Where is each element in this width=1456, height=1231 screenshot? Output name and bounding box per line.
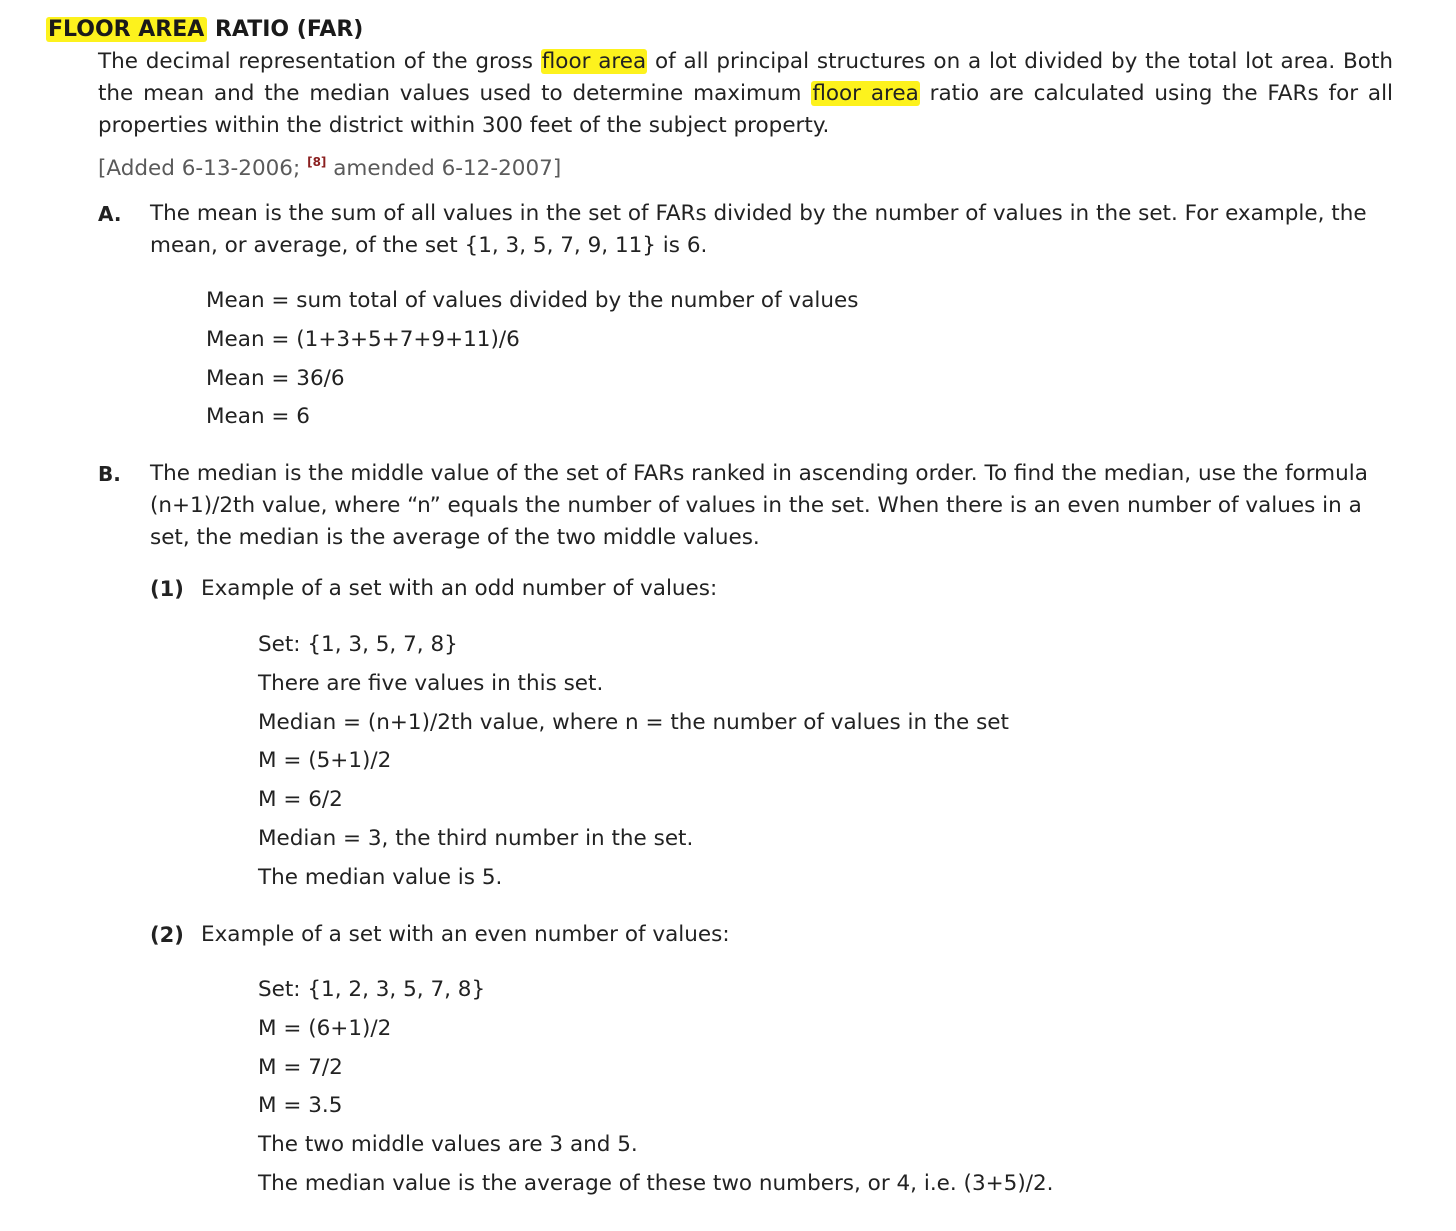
title-rest: RATIO (FAR) [207, 17, 364, 42]
formula-line: The median value is 5. [258, 864, 503, 890]
formula-line: The two middle values are 3 and 5. [258, 1132, 638, 1158]
formula-line: Set: {1, 2, 3, 5, 7, 8} [258, 977, 486, 1002]
formula-line: There are five values in this set. [258, 670, 604, 696]
definition-text: ratio are calculated using the FARs for all properties within the district within 300 feet of the subject property. [98, 81, 1394, 138]
formula-line: M = (6+1)/2 [258, 1015, 392, 1041]
item-label-b: B. [98, 462, 121, 486]
footnote-reference-link[interactable]: [8] [307, 155, 327, 169]
mean-description: The mean is the sum of all values in the set of FARs divided by the number of values in the set. For example, the mean, or average, of the set {1, 3, 5, 7, 9, 11} is 6. [150, 201, 1367, 258]
formula-line: Mean = (1+3+5+7+9+11)/6 [206, 326, 520, 352]
formula-line: Set: {1, 3, 5, 7, 8} [258, 632, 458, 657]
even-example-list [258, 971, 1053, 1204]
definition-text: of all principal structures on a lot divided by the total lot area. Both the mean and the median values used to determine maximum [98, 49, 1394, 106]
median-description: The median is the middle value of the set of FARs ranked in ascending order. To find the median, use the formula (n+1)/2th value, where “n” equals the number of values in the set. When there is an even number of values in a set, the median is the average of the two middle values. [150, 461, 1368, 550]
odd-example-list [258, 626, 1009, 898]
formula-line: Mean = 36/6 [206, 365, 345, 391]
sub-label-1: (1) [150, 577, 184, 601]
definition-text: The decimal representation of the gross [98, 49, 541, 74]
even-example-heading: Example of a set with an even number of values: [201, 922, 730, 947]
sub-label-2: (2) [150, 923, 184, 947]
amendment-history [98, 146, 561, 185]
formula-line: Median = (n+1)/2th value, where n = the number of values in the set [258, 709, 1009, 735]
formula-line: M = 3.5 [258, 1093, 343, 1119]
item-label-a: A. [98, 202, 122, 226]
formula-line: M = 7/2 [258, 1054, 343, 1080]
floor-area-highlight: floor area [541, 49, 647, 74]
title-highlight: FLOOR AREA [46, 17, 207, 42]
history-text: amended 6-12-2007] [326, 156, 562, 181]
formula-line: M = 6/2 [258, 787, 343, 813]
formula-line: Mean = 6 [206, 404, 310, 430]
formula-line: Mean = sum total of values divided by the number of values [206, 288, 859, 313]
odd-example-heading: Example of a set with an odd number of values: [201, 576, 718, 601]
formula-line: The median value is the average of these two numbers, or 4, i.e. (3+5)/2. [258, 1170, 1054, 1196]
mean-formula-list [206, 282, 858, 437]
history-text: [Added 6-13-2006; [98, 156, 308, 181]
formula-line: Median = 3, the third number in the set. [258, 825, 694, 851]
floor-area-highlight: floor area [812, 81, 919, 106]
definition-paragraph [98, 46, 1393, 142]
formula-line: M = (5+1)/2 [258, 748, 392, 774]
section-title [46, 14, 363, 46]
